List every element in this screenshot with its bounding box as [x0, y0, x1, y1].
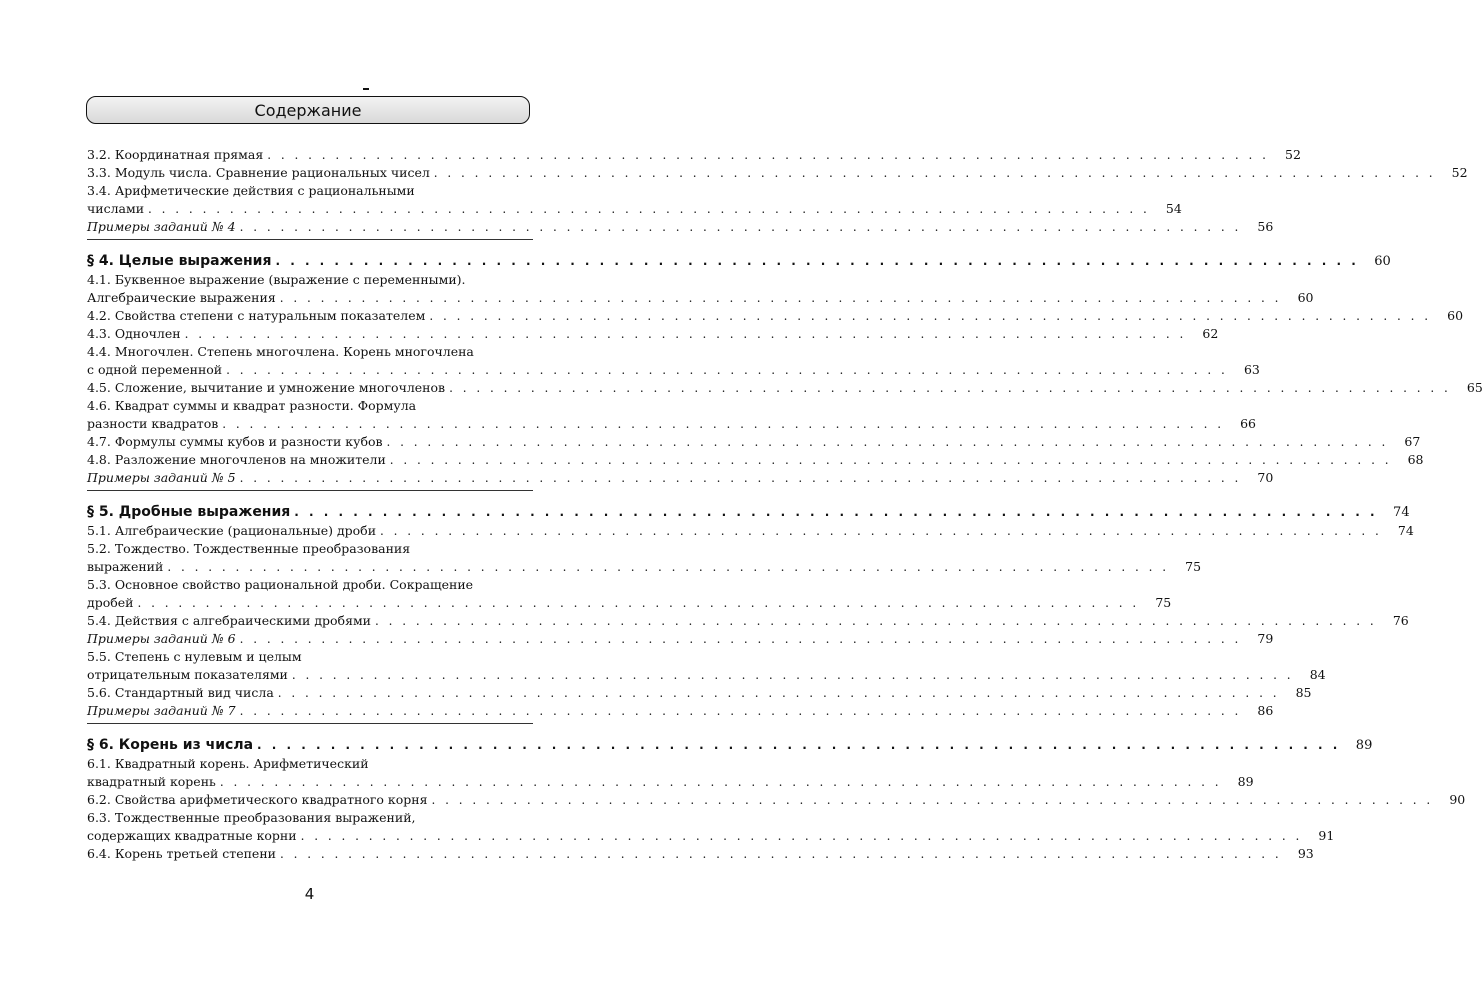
page-number: 65: [1466, 380, 1483, 395]
dot-leader: . . . . . . . . . . . . . . . . . . . . . . . . . . . . . . . . . . . . . . . . . . . . . . . . . . . . . . . . . . . . . . . . . . . . . . . . . .: [148, 202, 1150, 216]
entry-title: 4.5. Сложение, вычитание и умножение многочленов: [87, 380, 446, 395]
page-title: Содержание: [254, 100, 362, 120]
dot-leader: . . . . . . . . . . . . . . . . . . . . . . . . . . . . . . . . . . . . . . . . . . . . . . . . . . . . . . . . . . . . . . . . . . . . . . . . . .: [279, 291, 1282, 305]
entry-title: 5.3. Основное свойство рациональной дроби. Сокращение: [87, 577, 474, 592]
entry-title: квадратный корень: [87, 774, 216, 789]
dot-leader: . . . . . . . . . . . . . . . . . . . . . . . . . . . . . . . . . . . . . . . . . . . . . . . . . . . . . . . . . . . . . . . . . . . . . . . . . .: [431, 793, 1434, 807]
toc-entry: [87, 576, 533, 594]
toc-entry: [87, 809, 533, 827]
entry-title: разности квадратов: [87, 416, 219, 431]
top-mark: [363, 88, 369, 90]
page-number: 52: [1451, 165, 1468, 180]
entry-title: числами: [87, 201, 145, 216]
dot-leader: . . . . . . . . . . . . . . . . . . . . . . . . . . . . . . . . . . . . . . . . . . . . . . . . . . . . . . . . . . . . . . . . . . . . . . . . . .: [226, 363, 1228, 377]
page-number: 56: [1257, 219, 1274, 234]
toc-entry: [87, 289, 1314, 307]
toc-entry: [87, 684, 1312, 702]
entry-title: 4.8. Разложение многочленов на множители: [87, 452, 386, 467]
dot-leader: . . . . . . . . . . . . . . . . . . . . . . . . . . . . . . . . . . . . . . . . . . . . . . . . . . . . . . . . . . . . . . . . . . . . . . . . . .: [267, 148, 1269, 162]
entry-title: дробей: [87, 595, 134, 610]
entry-title: с одной переменной: [87, 362, 223, 377]
dot-leader: . . . . . . . . . . . . . . . . . . . . . . . . . . . . . . . . . . . . . . . . . . . . . . . . . . . . . . . . . . . . . . . . . . . . . . . . . .: [449, 381, 1451, 395]
toc-entry: [87, 415, 1257, 433]
page-number: 84: [1309, 667, 1326, 682]
dot-leader: . . . . . . . . . . . . . . . . . . . . . . . . . . . . . . . . . . . . . . . . . . . . . . . . . . . . . . . . . . . . . . . . . . . . . . . . . .: [386, 435, 1389, 449]
dot-leader: . . . . . . . . . . . . . . . . . . . . . . . . . . . . . . . . . . . . . . . . . . . . . . . . . . . . . . . . . . . . . . . . . . . . . . . . . .: [277, 686, 1280, 700]
dot-leader: . . . . . . . . . . . . . . . . . . . . . . . . . . . . . . . . . . . . . . . . . . . . . . . . . . . . . . . . . . . . . . . . . . . . . . . . . .: [294, 505, 1378, 519]
section-title: § 6. Корень из числа: [87, 737, 254, 753]
page-number: 76: [1392, 613, 1409, 628]
dot-leader: . . . . . . . . . . . . . . . . . . . . . . . . . . . . . . . . . . . . . . . . . . . . . . . . . . . . . . . . . . . . . . . . . . . . . . . . . .: [433, 166, 1436, 180]
dot-leader: . . . . . . . . . . . . . . . . . . . . . . . . . . . . . . . . . . . . . . . . . . . . . . . . . . . . . . . . . . . . . . . . . . . . . . . . . .: [389, 453, 1392, 467]
entry-title: выражений: [87, 559, 164, 574]
dot-leader: . . . . . . . . . . . . . . . . . . . . . . . . . . . . . . . . . . . . . . . . . . . . . . . . . . . . . . . . . . . . . . . . . . . . . . . . . .: [184, 327, 1187, 341]
entry-title: Примеры заданий № 7: [87, 703, 236, 718]
dot-leader: . . . . . . . . . . . . . . . . . . . . . . . . . . . . . . . . . . . . . . . . . . . . . . . . . . . . . . . . . . . . . . . . . . . . . . . . . .: [375, 614, 1377, 628]
toc-entry: [87, 827, 1335, 845]
page-number: 86: [1257, 703, 1274, 718]
dot-leader: . . . . . . . . . . . . . . . . . . . . . . . . . . . . . . . . . . . . . . . . . . . . . . . . . . . . . . . . . . . . . . . . . . . . . . . . . .: [222, 417, 1225, 431]
toc-entry: [87, 271, 533, 289]
dot-leader: . . . . . . . . . . . . . . . . . . . . . . . . . . . . . . . . . . . . . . . . . . . . . . . . . . . . . . . . . . . . . . . . . . . . . . . . . .: [275, 254, 1359, 268]
dot-leader: . . . . . . . . . . . . . . . . . . . . . . . . . . . . . . . . . . . . . . . . . . . . . . . . . . . . . . . . . . . . . . . . . . . . . . . . . .: [380, 524, 1382, 538]
toc-entry: [87, 522, 1414, 540]
page-number: 93: [1297, 846, 1314, 861]
toc-entry: [87, 594, 1172, 612]
toc-entry: [87, 397, 533, 415]
entry-title: 4.4. Многочлен. Степень многочлена. Корень многочлена: [87, 344, 474, 359]
toc-section-heading: [87, 502, 1410, 522]
page-number: 89: [1237, 774, 1254, 789]
entry-title: 6.3. Тождественные преобразования выражений,: [87, 810, 416, 825]
entry-title: 6.1. Квадратный корень. Арифметический: [87, 756, 369, 771]
dot-leader: . . . . . . . . . . . . . . . . . . . . . . . . . . . . . . . . . . . . . . . . . . . . . . . . . . . . . . . . . . . . . . . . . . . . . . . . . .: [429, 309, 1432, 323]
entry-title: 4.3. Одночлен: [87, 326, 181, 341]
toc-entry-examples: [87, 469, 1274, 487]
toc-entry: [87, 146, 1301, 164]
section-title: § 4. Целые выражения: [87, 253, 272, 269]
entry-title: 4.6. Квадрат суммы и квадрат разности. Формула: [87, 398, 417, 413]
entry-title: 5.2. Тождество. Тождественные преобразования: [87, 541, 411, 556]
toc-entry-examples: [87, 218, 1274, 236]
toc-entry: [87, 343, 533, 361]
page-number: 79: [1257, 631, 1274, 646]
toc-section-heading: [87, 735, 1373, 755]
page-number: 90: [1449, 792, 1466, 807]
dot-leader: . . . . . . . . . . . . . . . . . . . . . . . . . . . . . . . . . . . . . . . . . . . . . . . . . . . . . . . . . . . . . . . . . . . . . . . . . .: [137, 596, 1140, 610]
section-title: § 5. Дробные выражения: [87, 504, 291, 520]
entry-title: 3.3. Модуль числа. Сравнение рациональных чисел: [87, 165, 430, 180]
entry-title: Примеры заданий № 4: [87, 219, 236, 234]
dot-leader: . . . . . . . . . . . . . . . . . . . . . . . . . . . . . . . . . . . . . . . . . . . . . . . . . . . . . . . . . . . . . . . . . . . . . . . . . .: [300, 829, 1303, 843]
page-number: 67: [1404, 434, 1421, 449]
dot-leader: . . . . . . . . . . . . . . . . . . . . . . . . . . . . . . . . . . . . . . . . . . . . . . . . . . . . . . . . . . . . . . . . . . . . . . . . . .: [291, 668, 1294, 682]
dot-leader: . . . . . . . . . . . . . . . . . . . . . . . . . . . . . . . . . . . . . . . . . . . . . . . . . . . . . . . . . . . . . . . . . . . . . . . . . .: [239, 704, 1242, 718]
toc-entry: [87, 666, 1326, 684]
toc-header: [86, 96, 530, 124]
toc-entry-examples: [87, 702, 1274, 720]
entry-title: Примеры заданий № 6: [87, 631, 236, 646]
entry-title: 6.4. Корень третьей степени: [87, 846, 276, 861]
entry-title: 4.7. Формулы суммы кубов и разности кубов: [87, 434, 383, 449]
table-of-contents: [87, 146, 1483, 863]
page-number: 74: [1397, 523, 1414, 538]
page-number: 89: [1355, 738, 1373, 753]
dot-leader: . . . . . . . . . . . . . . . . . . . . . . . . . . . . . . . . . . . . . . . . . . . . . . . . . . . . . . . . . . . . . . . . . . . . . . . . . .: [239, 220, 1242, 234]
page-number: 75: [1185, 559, 1202, 574]
toc-entry: [87, 451, 1424, 469]
page-number: 60: [1447, 308, 1464, 323]
toc-entry: [87, 791, 1466, 809]
page-number: 75: [1155, 595, 1172, 610]
dot-leader: . . . . . . . . . . . . . . . . . . . . . . . . . . . . . . . . . . . . . . . . . . . . . . . . . . . . . . . . . . . . . . . . . . . . . . . . . .: [167, 560, 1170, 574]
toc-entry: [87, 558, 1202, 576]
toc-entry: [87, 182, 533, 200]
toc-entry: [87, 164, 1468, 182]
entry-title: содержащих квадратные корни: [87, 828, 297, 843]
dot-leader: . . . . . . . . . . . . . . . . . . . . . . . . . . . . . . . . . . . . . . . . . . . . . . . . . . . . . . . . . . . . . . . . . . . . . . . . . .: [239, 632, 1242, 646]
dot-leader: . . . . . . . . . . . . . . . . . . . . . . . . . . . . . . . . . . . . . . . . . . . . . . . . . . . . . . . . . . . . . . . . . . . . . . . . . .: [279, 847, 1282, 861]
page-number: 66: [1240, 416, 1257, 431]
page-number: 60: [1374, 254, 1391, 269]
page-number: 91: [1318, 828, 1335, 843]
page-number: 60: [1297, 290, 1314, 305]
page-number: 54: [1165, 201, 1182, 216]
page-number: 68: [1407, 452, 1424, 467]
entry-title: 5.5. Степень с нулевым и целым: [87, 649, 302, 664]
dot-leader: . . . . . . . . . . . . . . . . . . . . . . . . . . . . . . . . . . . . . . . . . . . . . . . . . . . . . . . . . . . . . . . . . . . . . . . . . .: [239, 471, 1242, 485]
page-number: 85: [1295, 685, 1312, 700]
entry-title: 5.1. Алгебраические (рациональные) дроби: [87, 523, 377, 538]
toc-entry: [87, 612, 1409, 630]
toc-section-heading: [87, 251, 1391, 271]
entry-title: 5.4. Действия с алгебраическими дробями: [87, 613, 372, 628]
toc-entry: [87, 307, 1464, 325]
entry-title: отрицательным показателями: [87, 667, 288, 682]
page-number: 74: [1393, 505, 1410, 520]
dot-leader: . . . . . . . . . . . . . . . . . . . . . . . . . . . . . . . . . . . . . . . . . . . . . . . . . . . . . . . . . . . . . . . . . . . . . . . . . .: [219, 775, 1222, 789]
entry-title: 5.6. Стандартный вид числа: [87, 685, 274, 700]
page-number: 52: [1285, 147, 1301, 162]
page-number: 70: [1257, 470, 1274, 485]
entry-title: 4.1. Буквенное выражение (выражение с переменными).: [87, 272, 466, 287]
toc-entry: [87, 845, 1314, 863]
entry-title: 3.2. Координатная прямая: [87, 147, 264, 162]
entry-title: 4.2. Свойства степени с натуральным показателем: [87, 308, 426, 323]
toc-entry: [87, 361, 1260, 379]
entry-title: Примеры заданий № 5: [87, 470, 236, 485]
page-number-footer: 4: [304, 885, 315, 903]
dot-leader: . . . . . . . . . . . . . . . . . . . . . . . . . . . . . . . . . . . . . . . . . . . . . . . . . . . . . . . . . . . . . . . . . . . . . . . . . .: [257, 738, 1341, 752]
toc-entry: [87, 540, 533, 558]
page-number: 63: [1243, 362, 1260, 377]
page-number: 62: [1202, 326, 1219, 341]
toc-entry: [87, 648, 533, 666]
entry-title: 6.2. Свойства арифметического квадратного корня: [87, 792, 428, 807]
toc-entry: [87, 325, 1219, 343]
toc-entry-examples: [87, 630, 1274, 648]
toc-entry: [87, 433, 1421, 451]
entry-title: 3.4. Арифметические действия с рациональными: [87, 183, 415, 198]
toc-entry: [87, 755, 533, 773]
toc-entry: [87, 379, 1483, 397]
toc-entry: [87, 773, 1254, 791]
toc-entry: [87, 200, 1182, 218]
entry-title: Алгебраические выражения: [87, 290, 276, 305]
